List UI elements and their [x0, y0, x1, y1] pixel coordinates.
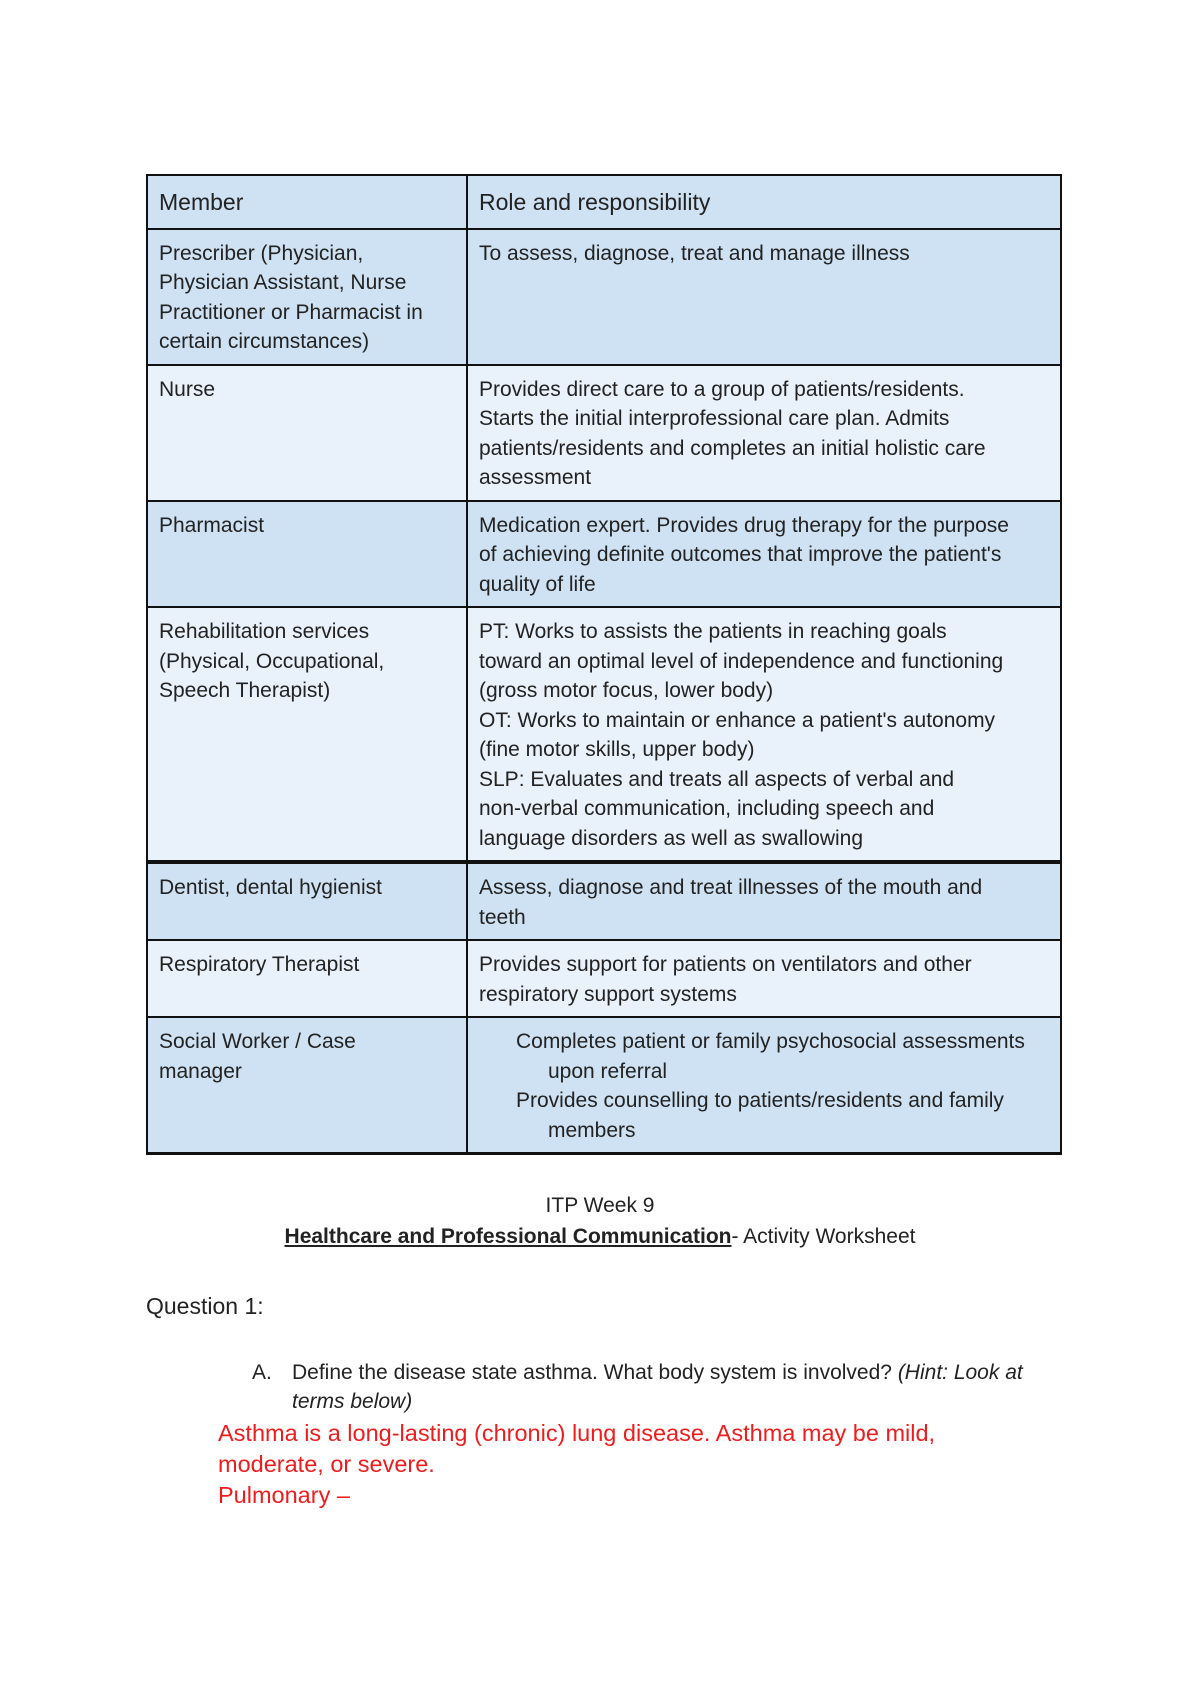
sub-question-letter: A. [252, 1361, 272, 1384]
sub-question-text [252, 1358, 1052, 1416]
role-cell [467, 1017, 1061, 1154]
role-cell: Assess, diagnose and treat illnesses of the mouth and teeth [467, 862, 1061, 940]
table-row [147, 1017, 1061, 1154]
table-row [147, 940, 1061, 1017]
header-member-label: Member [159, 189, 244, 215]
table-row [147, 501, 1061, 608]
member-cell: Respiratory Therapist [147, 940, 467, 1017]
heading-rest: - Activity Worksheet [731, 1225, 916, 1248]
table-row [147, 365, 1061, 501]
question-label: Question 1: [146, 1293, 264, 1319]
role-cell: To assess, diagnose, treat and manage illness [467, 229, 1061, 365]
member-cell: Dentist, dental hygienist [147, 862, 467, 940]
header-member-cell [147, 175, 467, 229]
role-cell: PT: Works to assists the patients in reaching goals toward an optimal level of independence and functioning (gross motor focus, lower body) OT: Works to maintain or enhance a patient's autonomy (fine motor skills, upper body) SLP: Evaluates and treats all aspects of verbal and non-verbal communication, including speech and language disorders as well as swallowing [467, 607, 1061, 862]
worksheet-title [0, 1190, 1200, 1252]
sub-question-hint: (Hint: Look at terms below) [292, 1361, 1023, 1413]
member-cell: Prescriber (Physician, Physician Assistant, Nurse Practitioner or Pharmacist in certain circumstances) [147, 229, 467, 365]
header-role-label: Role and responsibility [479, 189, 711, 215]
sub-question-a [252, 1358, 1052, 1416]
answer-line: Pulmonary – [218, 1482, 350, 1508]
member-cell: Nurse [147, 365, 467, 501]
role-list-item: Provides counselling to patients/residents and family members [516, 1089, 1004, 1142]
sub-question-prompt: Define the disease state asthma. What body system is involved? [292, 1361, 898, 1384]
role-list-item: Completes patient or family psychosocial assessments upon referral [516, 1030, 1025, 1083]
table-row [147, 229, 1061, 365]
table-row [147, 607, 1061, 862]
table-header-row [147, 175, 1061, 229]
table-row [147, 862, 1061, 940]
header-role-cell [467, 175, 1061, 229]
roles-table [146, 174, 1062, 1155]
heading-bold-part: Healthcare and Professional Communication [284, 1225, 732, 1248]
week-label: ITP Week 9 [545, 1194, 655, 1217]
member-cell: Rehabilitation services (Physical, Occupational, Speech Therapist) [147, 607, 467, 862]
member-cell: Social Worker / Case manager [147, 1017, 467, 1154]
worksheet-heading [0, 1221, 1200, 1252]
role-cell: Provides support for patients on ventilators and other respiratory support systems [467, 940, 1061, 1017]
member-cell: Pharmacist [147, 501, 467, 608]
role-cell: Medication expert. Provides drug therapy for the purpose of achieving definite outcomes that improve the patient's quality of life [467, 501, 1061, 608]
role-cell: Provides direct care to a group of patients/residents. Starts the initial interprofessional care plan. Admits patients/residents and completes an initial holistic care assessment [467, 365, 1061, 501]
answer-block [218, 1418, 1038, 1511]
answer-line: Asthma is a long-lasting (chronic) lung disease. Asthma may be mild, moderate, or severe. [218, 1420, 936, 1477]
